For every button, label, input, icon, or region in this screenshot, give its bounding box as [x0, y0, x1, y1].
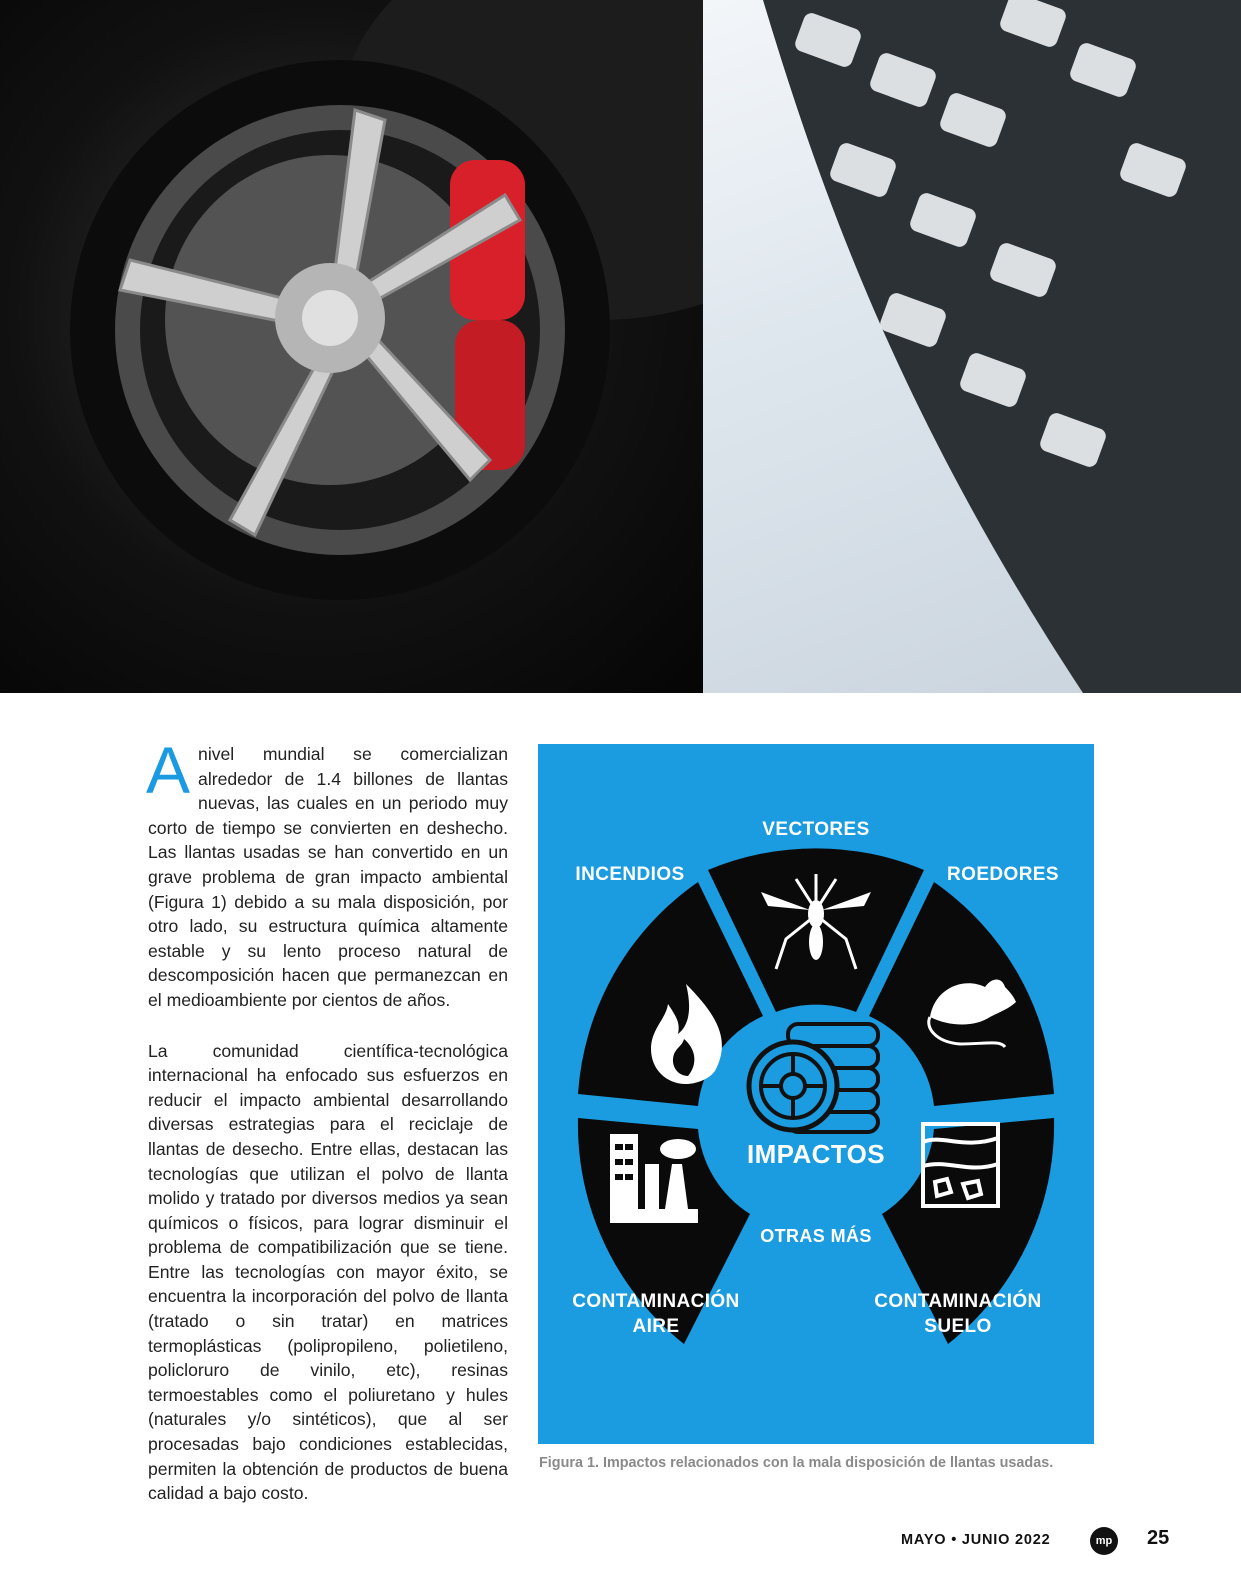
label-vectores: VECTORES [762, 819, 870, 840]
page-number: 25 [1147, 1527, 1170, 1549]
label-contaminacion-aire: CONTAMINACIÓN AIRE [572, 1291, 740, 1337]
impacts-figure [538, 744, 1094, 1444]
tire-stack-icon [749, 1024, 878, 1132]
article-body [146, 733, 508, 1532]
snow-tire-photo [703, 0, 1241, 693]
paragraph-1 [146, 733, 508, 1013]
figure-caption: Figura 1. Impactos relacionados con la mala disposición de llantas usadas. [539, 1455, 1054, 1471]
label-incendios: INCENDIOS [575, 864, 685, 885]
label-otras-mas: OTRAS MÁS [760, 1226, 872, 1246]
issue-date: MAYO • JUNIO 2022 [901, 1532, 1051, 1548]
wheel-photo [0, 0, 703, 693]
magazine-logo: mp [1090, 1527, 1118, 1555]
paragraph-2: La comunidad científica-tecnológica internacional ha enfocado sus esfuerzos en reducir el impacto ambiental desarrollando diversas estrategias para el reciclaje de llantas de desecho. Entre ellas, destacan las tecnologías que utilizan el polvo de llanta molido y tratado por diversos medios ya sean químicos o físicos, para lograr disminuir el problema de compatibilización que se tiene. Entre las tecnologías con mayor éxito, se encuentra la incorporación del polvo de llanta (tratado o sin tratar) en matrices termoplásticas (polipropileno, polietileno, policloruro de vinilo, etc), resinas termoestables como el poliuretano y hules (naturales y/o sintéticos), que al ser procesadas bajo condiciones establecidas, permiten la obtención de productos de buena calidad a bajo costo. [148, 1040, 508, 1504]
paragraph-1-text: nivel mundial se comercializan alrededor de 1.4 billones de llantas nuevas, las cuales en un periodo muy corto de tiempo se convierten en deshecho. Las llantas usadas se han convertido en un grave problema de gran impacto ambiental (Figura 1) debido a su mala disposición, por otro lado, su estructura química altamente estable y su lento proceso natural de descomposición hacen que permanezcan en el medioambiente por cientos de años. [148, 744, 508, 1010]
label-impactos: IMPACTOS [746, 1139, 886, 1169]
label-roedores: ROEDORES [947, 864, 1059, 885]
drop-cap: A [146, 733, 191, 807]
label-contaminacion-suelo: CONTAMINACIÓN SUELO [874, 1291, 1042, 1337]
